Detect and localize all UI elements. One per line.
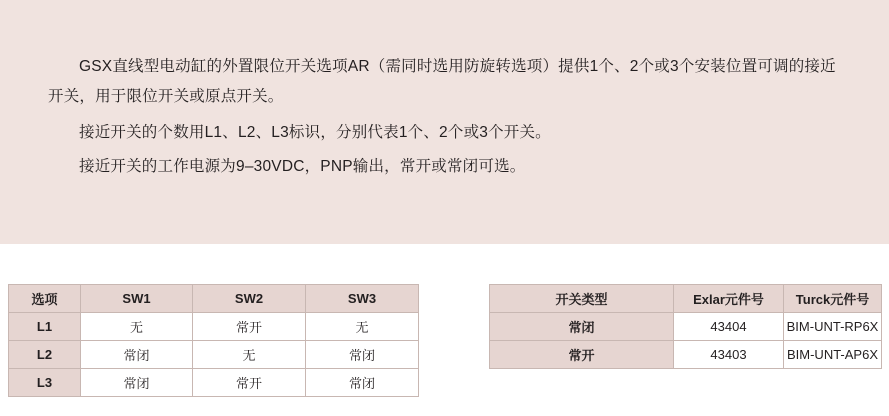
description-paragraph-3: 接近开关的工作电源为9–30VDC，PNP输出，常开或常闭可选。 — [79, 158, 526, 175]
switch-options-table — [8, 284, 419, 397]
cell-l1-sw2: 常开 — [193, 313, 306, 341]
cell-l2-sw2: 无 — [193, 341, 306, 369]
column-header-option: 选项 — [9, 285, 81, 313]
cell-l3-sw2: 常开 — [193, 369, 306, 397]
column-header-switch-type: 开关类型 — [490, 285, 674, 313]
row-label-normally-open: 常开 — [490, 341, 674, 369]
table-row — [490, 341, 882, 369]
cell-l3-sw1: 常闭 — [81, 369, 193, 397]
row-label-l1: L1 — [9, 313, 81, 341]
cell-l2-sw3: 常闭 — [306, 341, 419, 369]
switch-types-table — [489, 284, 882, 369]
row-label-normally-closed: 常闭 — [490, 313, 674, 341]
column-header-turck-part: Turck元件号 — [784, 285, 882, 313]
tables-region — [0, 244, 889, 416]
table-row — [9, 369, 419, 397]
table-header-row — [490, 285, 882, 313]
cell-nc-turck-part: BIM-UNT-RP6X — [784, 313, 882, 341]
description-body — [0, 0, 889, 182]
column-header-sw2: SW2 — [193, 285, 306, 313]
table-row — [9, 341, 419, 369]
description-paragraph-2: 接近开关的个数用L1、L2、L3标识，分别代表1个、2个或3个开关。 — [79, 124, 551, 141]
table-header-row — [9, 285, 419, 313]
cell-l3-sw3: 常闭 — [306, 369, 419, 397]
cell-l2-sw1: 常闭 — [81, 341, 193, 369]
column-header-exlar-part: Exlar元件号 — [674, 285, 784, 313]
table-row — [490, 313, 882, 341]
description-paragraph-1: GSX直线型电动缸的外置限位开关选项AR（需同时选用防旋转选项）提供1个、2个或3个安装位置可调的接近开关，用于限位开关或原点开关。 — [48, 58, 836, 105]
row-label-l3: L3 — [9, 369, 81, 397]
column-header-sw3: SW3 — [306, 285, 419, 313]
table-row — [9, 313, 419, 341]
cell-no-exlar-part: 43403 — [674, 341, 784, 369]
cell-l1-sw1: 无 — [81, 313, 193, 341]
row-label-l2: L2 — [9, 341, 81, 369]
column-header-sw1: SW1 — [81, 285, 193, 313]
cell-no-turck-part: BIM-UNT-AP6X — [784, 341, 882, 369]
cell-l1-sw3: 无 — [306, 313, 419, 341]
cell-nc-exlar-part: 43404 — [674, 313, 784, 341]
